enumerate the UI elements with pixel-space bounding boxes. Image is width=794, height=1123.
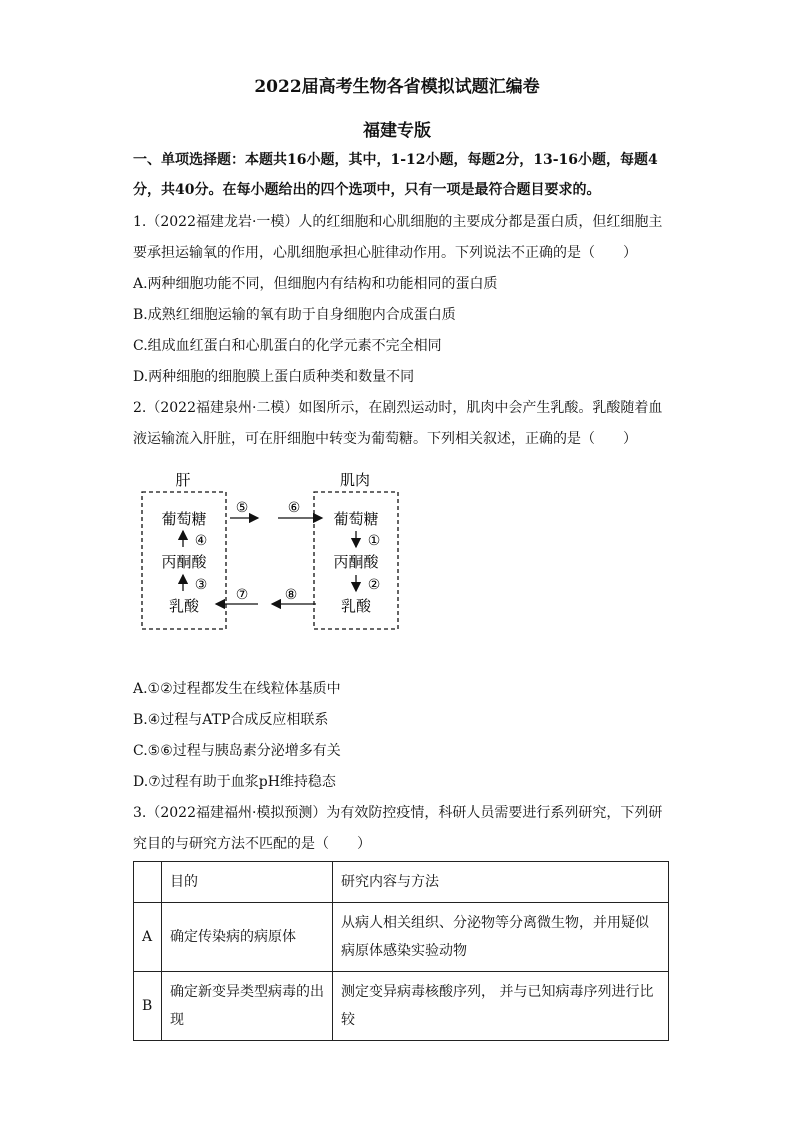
- section-instructions-line2: 分，共40分。在每小题给出的四个选项中，只有一项是最符合题目要求的。: [133, 182, 601, 198]
- liver-pyruvate: 丙酮酸: [161, 553, 207, 571]
- q2-stem-line2: 液运输流入肝脏，可在肝细胞中转变为葡萄糖。下列相关叙述，正确的是（ ）: [133, 431, 637, 447]
- muscle-label: 肌肉: [339, 471, 371, 489]
- step-2-label: ②: [367, 577, 381, 593]
- table-header-cell: [134, 862, 162, 903]
- step-8-label: ⑧: [284, 587, 298, 603]
- table-header-row: [134, 862, 669, 903]
- q3-table: [133, 861, 669, 1041]
- step-7-label: ⑦: [235, 587, 249, 603]
- step-3-label: ③: [194, 577, 208, 593]
- paper-subtitle: 福建专版: [363, 121, 431, 141]
- liver-label: 肝: [175, 471, 191, 489]
- q3-stem-line1: 3.（2022福建福州·模拟预测）为有效防控疫情，科研人员需要进行系列研究，下列研: [133, 805, 663, 821]
- table-header-cell: 目的: [162, 862, 333, 903]
- q1-stem-line1: 1.（2022福建龙岩·一模）人的红细胞和心肌细胞的主要成分都是蛋白质，但红细胞主: [133, 214, 663, 230]
- table-cell-purpose: 确定新变异类型病毒的出现: [162, 972, 333, 1041]
- q2-option-d: D.⑦过程有助于血浆pH维持稳态: [133, 774, 336, 790]
- table-cell-label: B: [134, 972, 162, 1041]
- step-5-label: ⑤: [235, 500, 249, 516]
- table-header-cell: 研究内容与方法: [333, 862, 669, 903]
- liver-muscle-diagram: [130, 465, 410, 635]
- liver-lactate: 乳酸: [168, 597, 200, 615]
- table-row: [134, 972, 669, 1041]
- q1-option-d: D.两种细胞的细胞膜上蛋白质种类和数量不同: [133, 369, 415, 385]
- q2-option-b: B.④过程与ATP合成反应相联系: [133, 712, 329, 728]
- q1-option-c: C.组成血红蛋白和心肌蛋白的化学元素不完全相同: [133, 338, 442, 354]
- q2-option-a: A.①②过程都发生在线粒体基质中: [133, 681, 341, 697]
- q1-option-b: B.成熟红细胞运输的氧有助于自身细胞内合成蛋白质: [133, 307, 456, 323]
- step-4-label: ④: [194, 533, 208, 549]
- muscle-lactate: 乳酸: [340, 597, 372, 615]
- step-6-label: ⑥: [287, 500, 301, 516]
- paper-title: 2022届高考生物各省模拟试题汇编卷: [254, 77, 540, 97]
- muscle-pyruvate: 丙酮酸: [333, 553, 379, 571]
- liver-glucose: 葡萄糖: [161, 510, 207, 528]
- q2-stem-line1: 2.（2022福建泉州·二模）如图所示，在剧烈运动时，肌肉中会产生乳酸。乳酸随着血: [133, 400, 663, 416]
- table-cell-purpose: 确定传染病的病原体: [162, 903, 333, 972]
- table-cell-label: A: [134, 903, 162, 972]
- q1-option-a: A.两种细胞功能不同，但细胞内有结构和功能相同的蛋白质: [133, 276, 498, 292]
- q1-stem-line2: 要承担运输氧的作用，心肌细胞承担心脏律动作用。下列说法不正确的是（ ）: [133, 245, 637, 261]
- table-row: [134, 903, 669, 972]
- table-cell-method: 从病人相关组织、分泌物等分离微生物，并用疑似病原体感染实验动物: [333, 903, 669, 972]
- q3-stem-line2: 究目的与研究方法不匹配的是（ ）: [133, 836, 371, 852]
- section-instructions-line1: 一、单项选择题：本题共16小题，其中，1-12小题，每题2分，13-16小题，每题4: [133, 152, 658, 168]
- step-1-label: ①: [367, 533, 381, 549]
- muscle-glucose: 葡萄糖: [333, 510, 379, 528]
- q2-option-c: C.⑤⑥过程与胰岛素分泌增多有关: [133, 743, 341, 759]
- table-cell-method: 测定变异病毒核酸序列， 并与已知病毒序列进行比较: [333, 972, 669, 1041]
